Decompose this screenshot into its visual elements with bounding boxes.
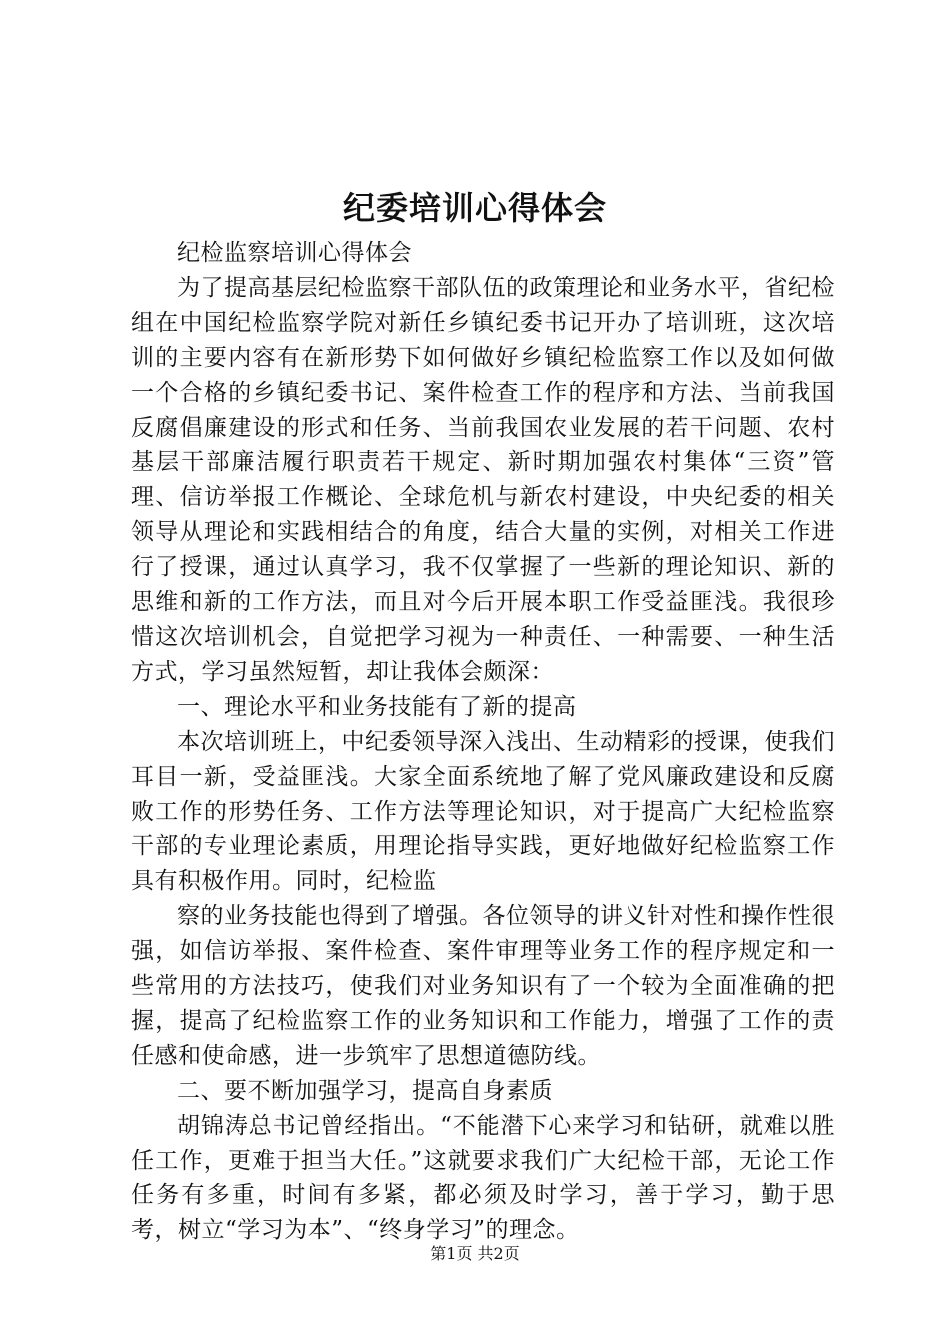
subtitle-paragraph: 纪检监察培训心得体会	[177, 240, 412, 266]
section-heading-2: 二、要不断加强学习，提高自身素质	[177, 1077, 553, 1104]
section-1-paragraph-2: 察的业务技能也得到了增强。各位领导的讲义针对性和操作性很强，如信访举报、案件检查、案件审理等业务工作的程序规定和一些常用的方法技巧，使我们对业务知识有了一个较为全面准确的把握，提高了纪检监察工作的业务知识和工作能力，增强了工作的责任感和使命感，进一步筑牢了思想道德防线。	[131, 903, 835, 1069]
document-body	[131, 236, 835, 1248]
document-title: 纪委培训心得体会	[342, 189, 607, 227]
intro-paragraph: 为了提高基层纪检监察干部队伍的政策理论和业务水平，省纪检组在中国纪检监察学院对新任乡镇纪委书记开办了培训班，这次培训的主要内容有在新形势下如何做好乡镇纪检监察工作以及如何做一个合格的乡镇纪委书记、案件检查工作的程序和方法、当前我国反腐倡廉建设的形式和任务、当前我国农业发展的若干问题、农村基层干部廉洁履行职责若干规定、新时期加强农村集体“三资”管理、信访举报工作概论、全球危机与新农村建设，中央纪委的相关领导从理论和实践相结合的角度，结合大量的实例，对相关工作进行了授课，通过认真学习，我不仅掌握了一些新的理论知识、新的思维和新的工作方法，而且对今后开展本职工作受益匪浅。我很珍惜这次培训机会，自觉把学习视为一种责任、一种需要、一种生活方式，学习虽然短暂，却让我体会颇深：	[131, 274, 835, 685]
page-number-footer: 第1页 共2页	[430, 1244, 520, 1263]
section-heading-1: 一、理论水平和业务技能有了新的提高	[177, 693, 577, 720]
section-1-paragraph-1: 本次培训班上，中纪委领导深入浅出、生动精彩的授课，使我们耳目一新，受益匪浅。大家全面系统地了解了党风廉政建设和反腐败工作的形势任务、工作方法等理论知识，对于提高广大纪检监察干部的专业理论素质，用理论指导实践，更好地做好纪检监察工作具有积极作用。同时，纪检监	[131, 728, 835, 895]
section-2-paragraph-1: 胡锦涛总书记曾经指出。“不能潜下心来学习和钻研，就难以胜任工作，更难于担当大任。”这就要求我们广大纪检干部，无论工作任务有多重，时间有多紧，都必须及时学习，善于学习，勤于思考，树立“学习为本”、“终身学习”的理念。	[131, 1112, 835, 1244]
